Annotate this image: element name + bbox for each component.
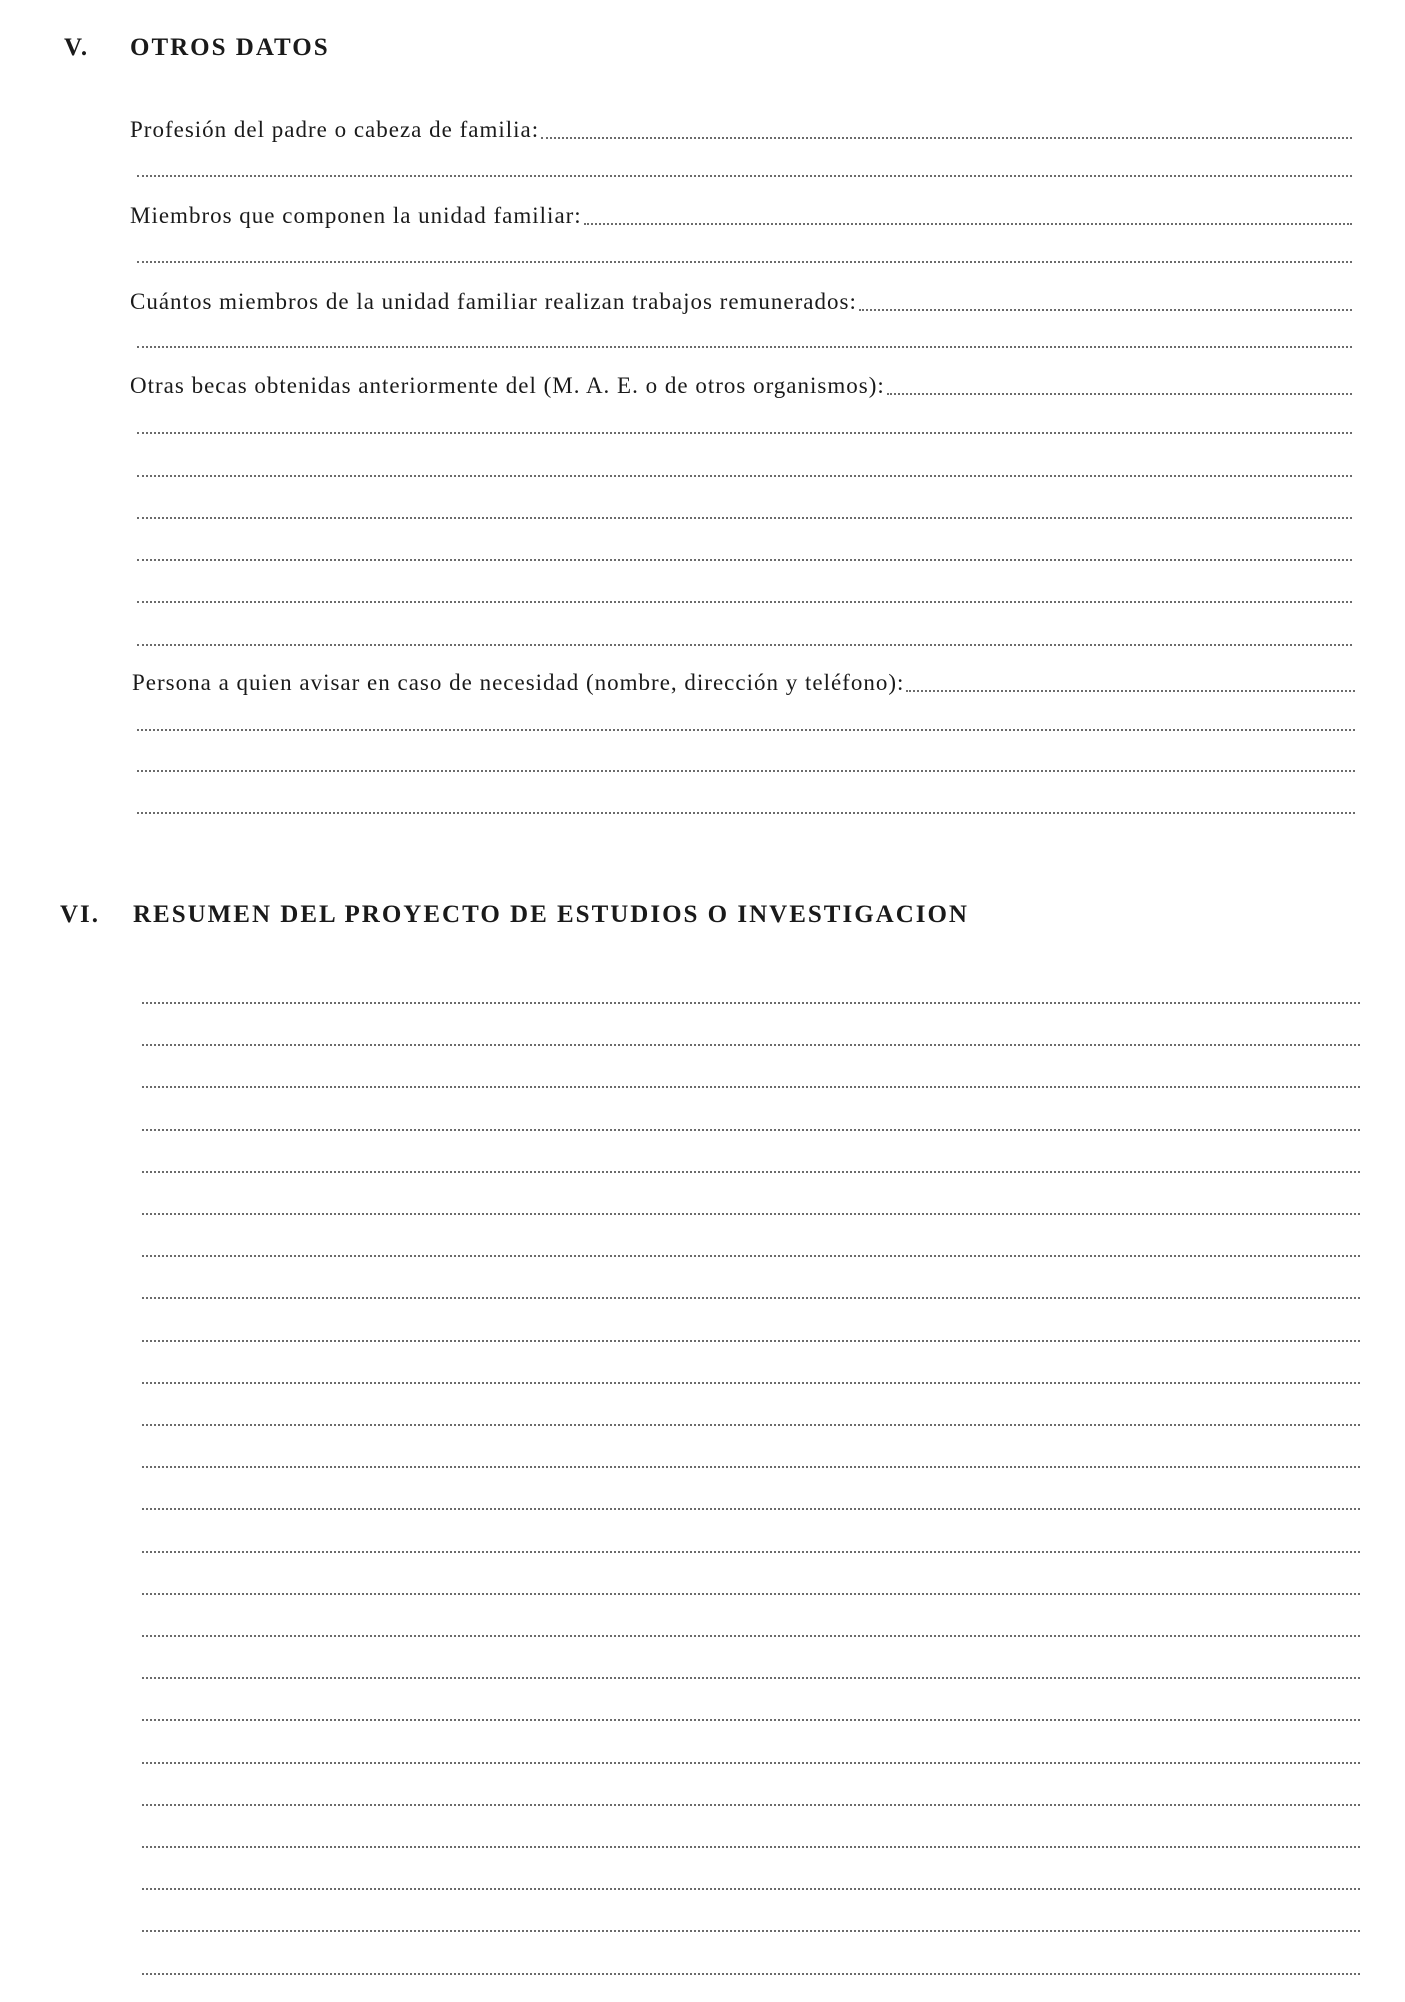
field-trabajos <box>130 288 1352 316</box>
field-profesion <box>130 116 1352 144</box>
field-miembros-label: Miembros que componen la unidad familiar: <box>130 203 582 228</box>
resumen-line[interactable] <box>142 1382 1360 1384</box>
resumen-line[interactable] <box>142 1804 1360 1806</box>
resumen-line[interactable] <box>142 1044 1360 1046</box>
resumen-line[interactable] <box>142 1213 1360 1215</box>
resumen-line[interactable] <box>142 1171 1360 1173</box>
field-persona-line-1[interactable] <box>137 729 1355 731</box>
field-miembros-continuation[interactable] <box>137 261 1352 263</box>
field-persona-line-2[interactable] <box>137 770 1355 772</box>
field-persona-input[interactable] <box>906 690 1355 692</box>
resumen-line[interactable] <box>142 1466 1360 1468</box>
resumen-line[interactable] <box>142 1129 1360 1131</box>
section-v-title: OTROS DATOS <box>130 34 330 61</box>
field-becas-input[interactable] <box>887 393 1352 395</box>
field-trabajos-input[interactable] <box>859 309 1352 311</box>
resumen-line[interactable] <box>142 1888 1360 1890</box>
field-miembros <box>130 202 1352 230</box>
resumen-line[interactable] <box>142 1677 1360 1679</box>
resumen-line[interactable] <box>142 1593 1360 1595</box>
field-trabajos-label: Cuántos miembros de la unidad familiar realizan trabajos remunerados: <box>130 289 857 314</box>
field-becas-line-6[interactable] <box>137 644 1352 646</box>
section-vi-title: RESUMEN DEL PROYECTO DE ESTUDIOS O INVESTIGACION <box>133 901 969 928</box>
resumen-line[interactable] <box>142 1930 1360 1932</box>
section-v-number: V. <box>64 34 90 61</box>
field-miembros-input[interactable] <box>584 223 1352 225</box>
field-profesion-label: Profesión del padre o cabeza de familia: <box>130 117 540 142</box>
resumen-line[interactable] <box>142 1551 1360 1553</box>
resumen-line[interactable] <box>142 1340 1360 1342</box>
field-trabajos-continuation[interactable] <box>137 346 1352 348</box>
field-becas-label: Otras becas obtenidas anteriormente del (M. A. E. o de otros organismos): <box>130 373 885 398</box>
field-becas-line-1[interactable] <box>137 432 1352 434</box>
field-becas-line-5[interactable] <box>137 601 1352 603</box>
section-vi-number: VI. <box>60 901 101 928</box>
field-becas <box>130 372 1352 400</box>
field-becas-line-3[interactable] <box>137 517 1352 519</box>
field-profesion-continuation[interactable] <box>137 175 1352 177</box>
resumen-line[interactable] <box>142 1297 1360 1299</box>
resumen-line[interactable] <box>142 1719 1360 1721</box>
field-persona <box>132 669 1355 697</box>
field-persona-line-3[interactable] <box>137 812 1355 814</box>
resumen-line[interactable] <box>142 1002 1360 1004</box>
resumen-line[interactable] <box>142 1635 1360 1637</box>
resumen-line[interactable] <box>142 1846 1360 1848</box>
resumen-line[interactable] <box>142 1762 1360 1764</box>
field-profesion-input[interactable] <box>541 137 1352 139</box>
resumen-line[interactable] <box>142 1508 1360 1510</box>
resumen-line[interactable] <box>142 1424 1360 1426</box>
resumen-line[interactable] <box>142 1973 1360 1975</box>
resumen-line[interactable] <box>142 1255 1360 1257</box>
field-persona-label: Persona a quien avisar en caso de necesidad (nombre, dirección y teléfono): <box>132 670 905 695</box>
field-becas-line-4[interactable] <box>137 559 1352 561</box>
resumen-line[interactable] <box>142 1086 1360 1088</box>
field-becas-line-2[interactable] <box>137 475 1352 477</box>
